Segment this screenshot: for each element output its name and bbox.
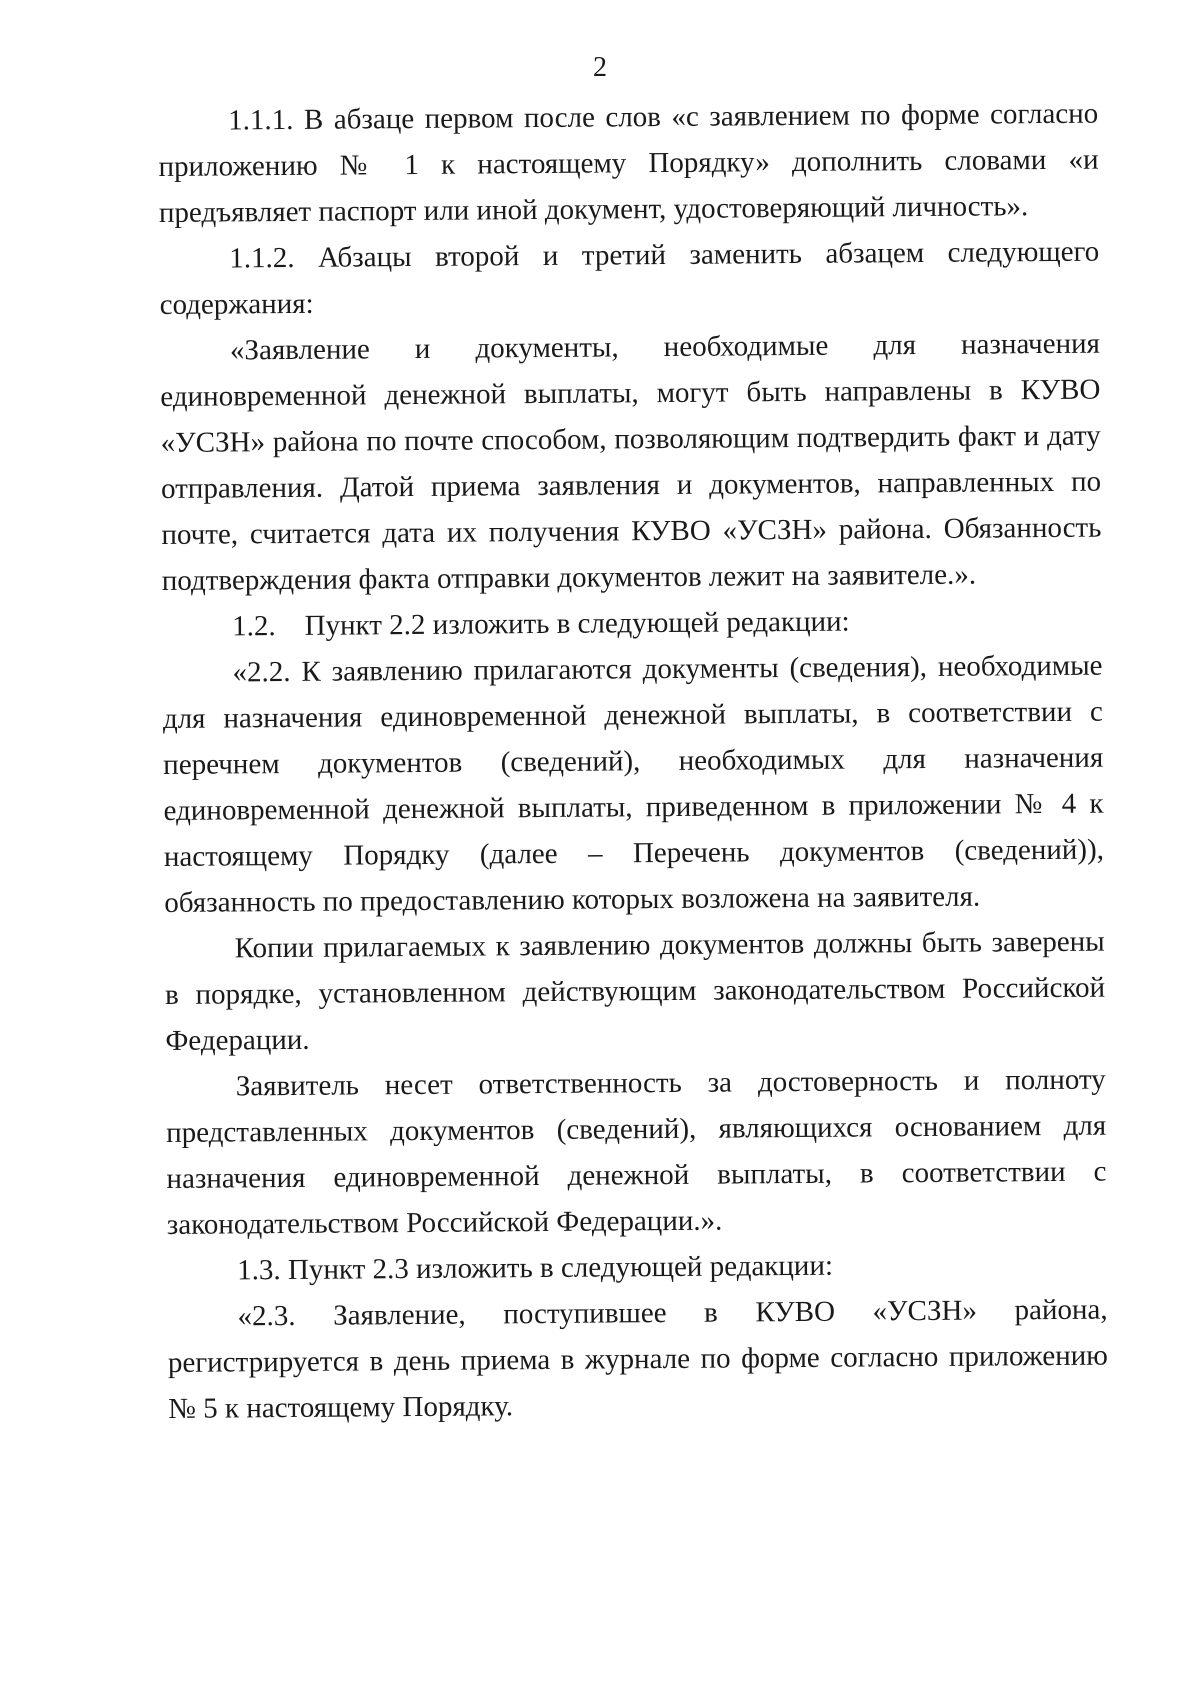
paragraph-1-3: 1.3. Пункт 2.3 изложить в следующей редакции:	[237, 1249, 834, 1287]
paragraph-2-2: «2.2. К заявлению прилагаются документы (сведения), необходимые для назначения единовременной денежной выплаты, в соответствии с перечнем документов (сведений), необходимых для назначения единовременной денежной выплаты, приведенном в приложении № 4 к настоящему Порядку (далее – Перечень документов (сведений)), обязанность по предоставлению которых возложена на заявителя.	[162, 649, 1105, 919]
paragraph-copies: Копии прилагаемых к заявлению документов должны быть заверены в порядке, установленном действующим законодательством Российской Федерации.	[164, 925, 1106, 1057]
paragraph-applicant-responsibility: Заявитель несет ответственность за достоверность и полноту представленных документов (сведений), являющихся основанием для назначения единовременной денежной выплаты, в соответствии с законодательством Российской Федерации.».	[166, 1063, 1107, 1241]
paragraph-2-3: «2.3. Заявление, поступившее в КУВО «УСЗН» района, регистрируется в день приема в журнале по форме согласно приложению № 5 к настоящему Порядку.	[167, 1293, 1109, 1425]
page-number: 2	[593, 52, 607, 83]
paragraph-1-1-1: 1.1.1. В абзаце первом после слов «с заявлением по форме согласно приложению № 1 к настоящему Порядку» дополнить словами «и предъявляет паспорт или иной документ, удостоверяющий личность».	[158, 97, 1099, 229]
paragraph-1-2: 1.2. Пункт 2.2 изложить в следующей редакции:	[232, 605, 850, 643]
paragraph-quoted-application: «Заявление и документы, необходимые для назначения единовременной денежной выплаты, могут быть направлены в КУВО «УСЗН» района по почте способом, позволяющим подтвердить факт и дату отправления. Датой приема заявления и документов, направленных по почте, считается дата их получения КУВО «УСЗН» района. Обязанность подтверждения факта отправки документов лежит на заявителе.».	[160, 327, 1102, 597]
document-body	[158, 91, 1108, 1432]
paragraph-1-1-2: 1.1.2. Абзацы второй и третий заменить абзацем следующего содержания:	[159, 235, 1100, 321]
